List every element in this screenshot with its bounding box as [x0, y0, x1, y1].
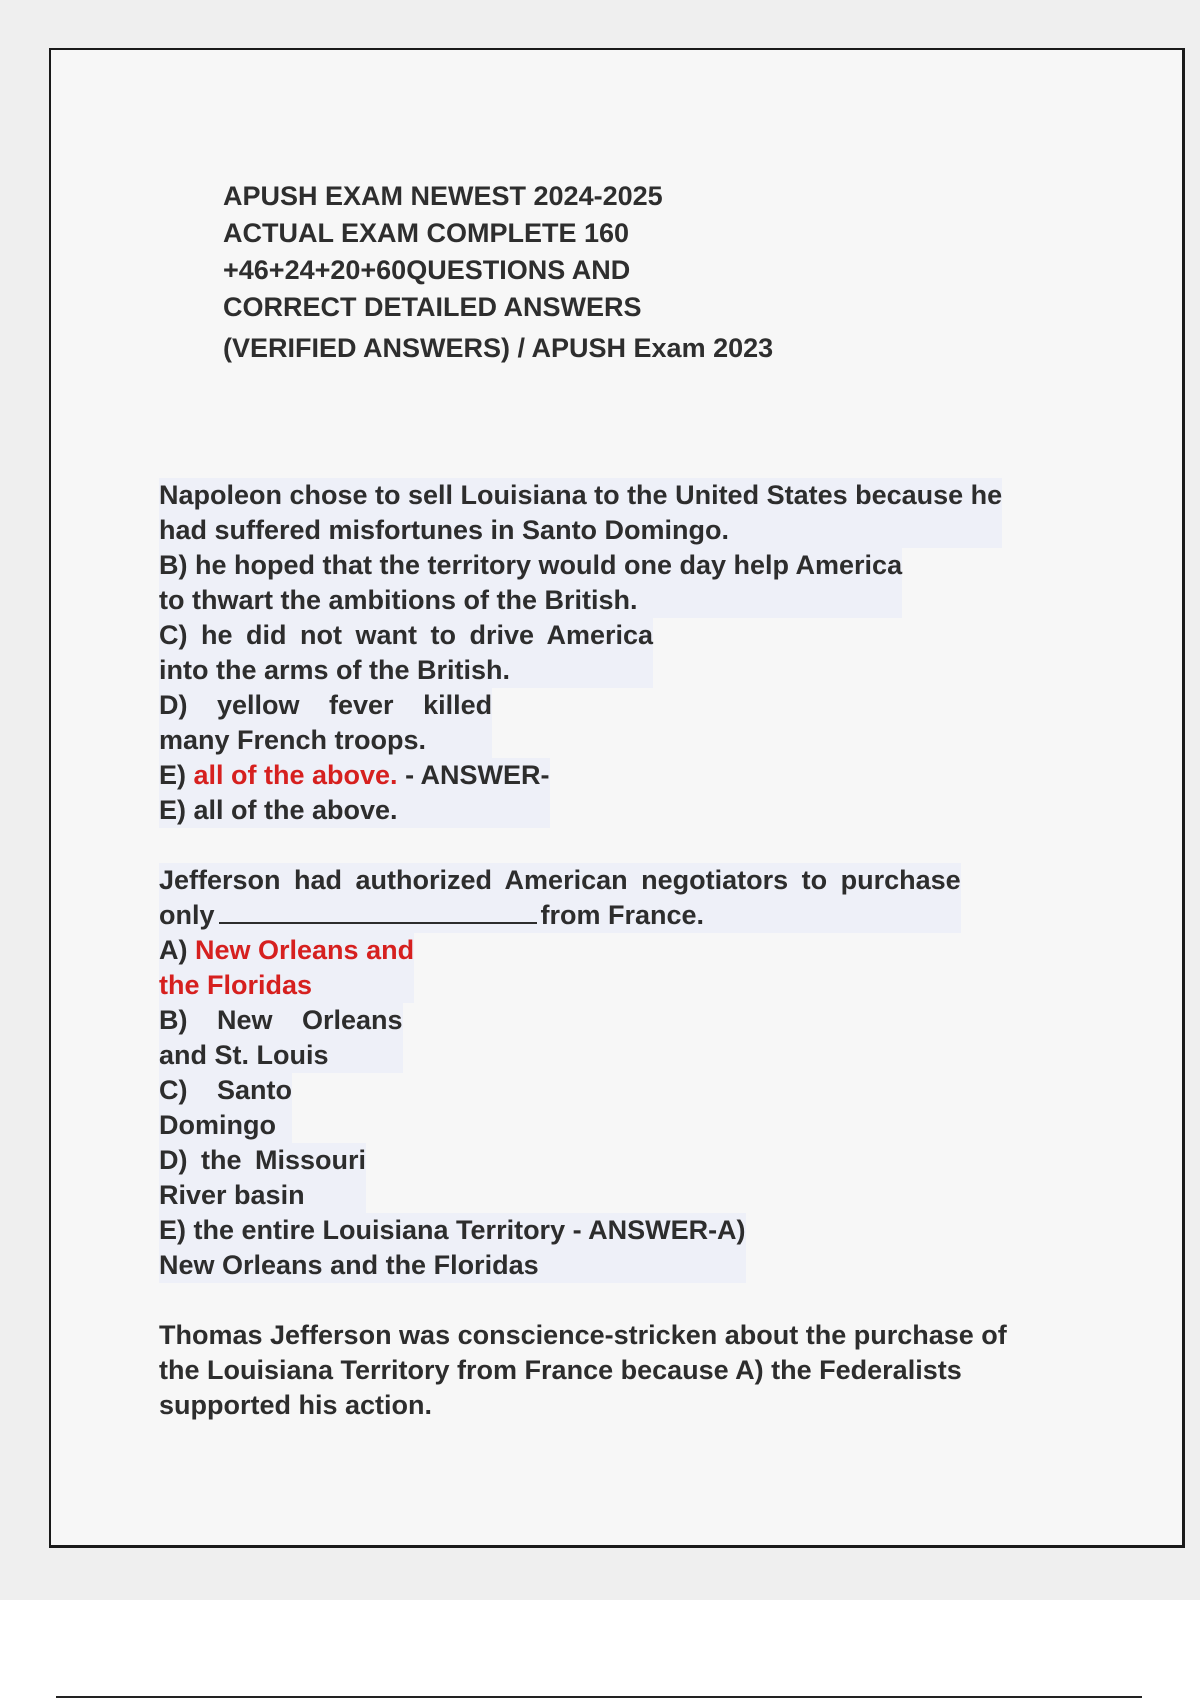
option-e-block	[159, 758, 550, 828]
spacer	[159, 1283, 1079, 1318]
option-a-prefix: A)	[159, 935, 195, 965]
question-text: Jefferson had authorized American negotiators to purchase	[159, 865, 961, 895]
question-jefferson-conscience	[159, 1318, 1079, 1423]
option-b-cont: to thwart the ambitions of the British.	[159, 585, 638, 615]
question-text: Thomas Jefferson was conscience-stricken about the purchase of	[159, 1320, 1007, 1350]
question-text: supported his action.	[159, 1390, 433, 1420]
option-c-cont: Domingo	[159, 1110, 276, 1140]
question-jefferson-negotiators	[159, 863, 1079, 1283]
spacer	[159, 828, 1079, 863]
question-text-before-blank: only	[159, 900, 215, 930]
option-c-block	[159, 1073, 292, 1143]
question-text: the Louisiana Territory from France because A) the Federalists	[159, 1355, 962, 1385]
option-b-cont: and St. Louis	[159, 1040, 329, 1070]
page-bottom-area	[0, 1600, 1200, 1700]
fill-in-blank	[219, 900, 537, 924]
highlighted-answer: the Floridas	[159, 970, 313, 1000]
question-text-block	[159, 478, 1002, 548]
title-line: CORRECT DETAILED ANSWERS	[223, 292, 642, 322]
title-line: ACTUAL EXAM COMPLETE 160	[223, 218, 630, 248]
question-text: had suffered misfortunes in Santo Domingo.	[159, 515, 730, 545]
title-line: (VERIFIED ANSWERS) / APUSH Exam 2023	[223, 333, 774, 363]
option-b-block	[159, 548, 902, 618]
highlighted-answer: all of the above.	[193, 760, 398, 790]
question-napoleon	[159, 478, 1079, 828]
option-e-block	[159, 1213, 746, 1283]
question-text-block	[159, 863, 961, 933]
questions-body	[159, 478, 1079, 1423]
option-c: C) Santo	[159, 1075, 292, 1105]
option-b: B) New Orleans	[159, 1005, 403, 1035]
option-d-cont: many French troops.	[159, 725, 427, 755]
question-text	[159, 898, 961, 933]
option-e-prefix: E)	[159, 760, 194, 790]
highlighted-answer: New Orleans and	[195, 935, 415, 965]
document-page	[49, 48, 1185, 1548]
option-b: B) he hoped that the territory would one day help America	[159, 550, 903, 580]
question-text: Napoleon chose to sell Louisiana to the United States because he	[159, 480, 1003, 510]
option-b-block	[159, 1003, 403, 1073]
question-text-after-blank: from France.	[540, 900, 705, 930]
option-d: D) yellow fever killed	[159, 690, 493, 720]
option-c: C) he did not want to drive America	[159, 620, 654, 650]
option-e	[159, 758, 550, 793]
option-d: D) the Missouri	[159, 1145, 367, 1175]
footer-rule	[56, 1696, 1142, 1698]
title-line: APUSH EXAM NEWEST 2024-2025	[223, 181, 663, 211]
option-d-block	[159, 1143, 366, 1213]
document-title	[223, 178, 773, 367]
option-d-block	[159, 688, 492, 758]
option-d-cont: River basin	[159, 1180, 305, 1210]
option-c-cont: into the arms of the British.	[159, 655, 511, 685]
option-c-block	[159, 618, 653, 688]
answer-marker: - ANSWER-	[397, 760, 550, 790]
answer-text: New Orleans and the Floridas	[159, 1250, 539, 1280]
title-line: +46+24+20+60QUESTIONS AND	[223, 255, 631, 285]
option-e: E) the entire Louisiana Territory - ANSWER-A)	[159, 1215, 746, 1245]
answer-text: E) all of the above.	[159, 795, 398, 825]
option-a-block	[159, 933, 414, 1003]
option-a	[159, 933, 414, 968]
